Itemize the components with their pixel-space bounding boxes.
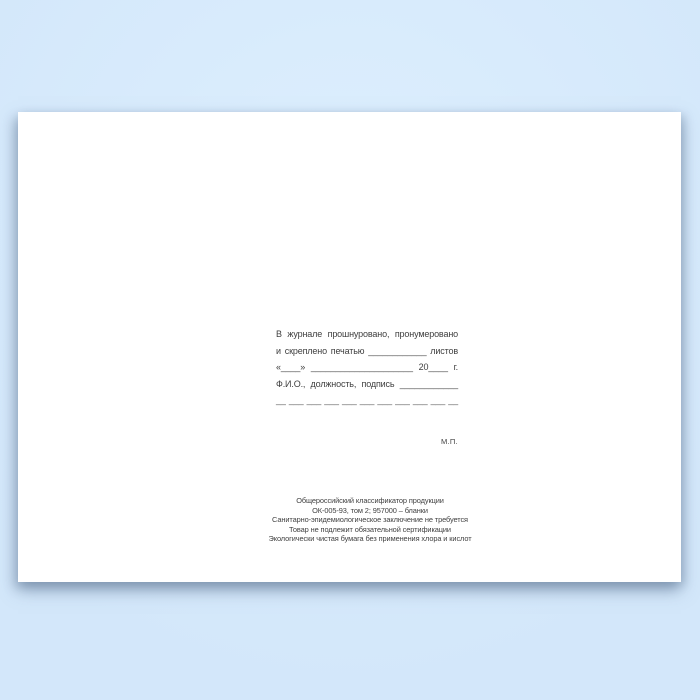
binding-certification-line: «____» _____________________ 20____ г. — [276, 362, 458, 372]
binding-certification-line: В журнале прошнуровано, пронумеровано — [276, 329, 458, 339]
product-info-line: Общероссийский классификатор продукции — [296, 496, 444, 505]
product-info-line: Экологически чистая бумага без применения хлора и кислот — [268, 534, 472, 544]
binding-certification-line: Ф.И.О., должность, подпись ____________ — [276, 378, 458, 389]
signature-dashed-line: __ ___ ___ ___ ___ ___ ___ ___ ___ ___ __ — [276, 395, 458, 405]
product-info-line: Санитарно-эпидемиологическое заключение не требуется — [272, 515, 468, 525]
journal-back-cover-page — [18, 112, 681, 582]
product-info-line: ОК-005-93, том 2; 957000 – бланки — [312, 505, 428, 515]
seal-place-mark: М.П. — [441, 437, 459, 446]
product-info-line: Товар не подлежит обязательной сертификации — [289, 524, 451, 534]
product-info-block — [202, 496, 538, 544]
binding-certification-block — [276, 326, 458, 409]
binding-certification-line: и скреплено печатью ____________ листов — [276, 345, 458, 356]
